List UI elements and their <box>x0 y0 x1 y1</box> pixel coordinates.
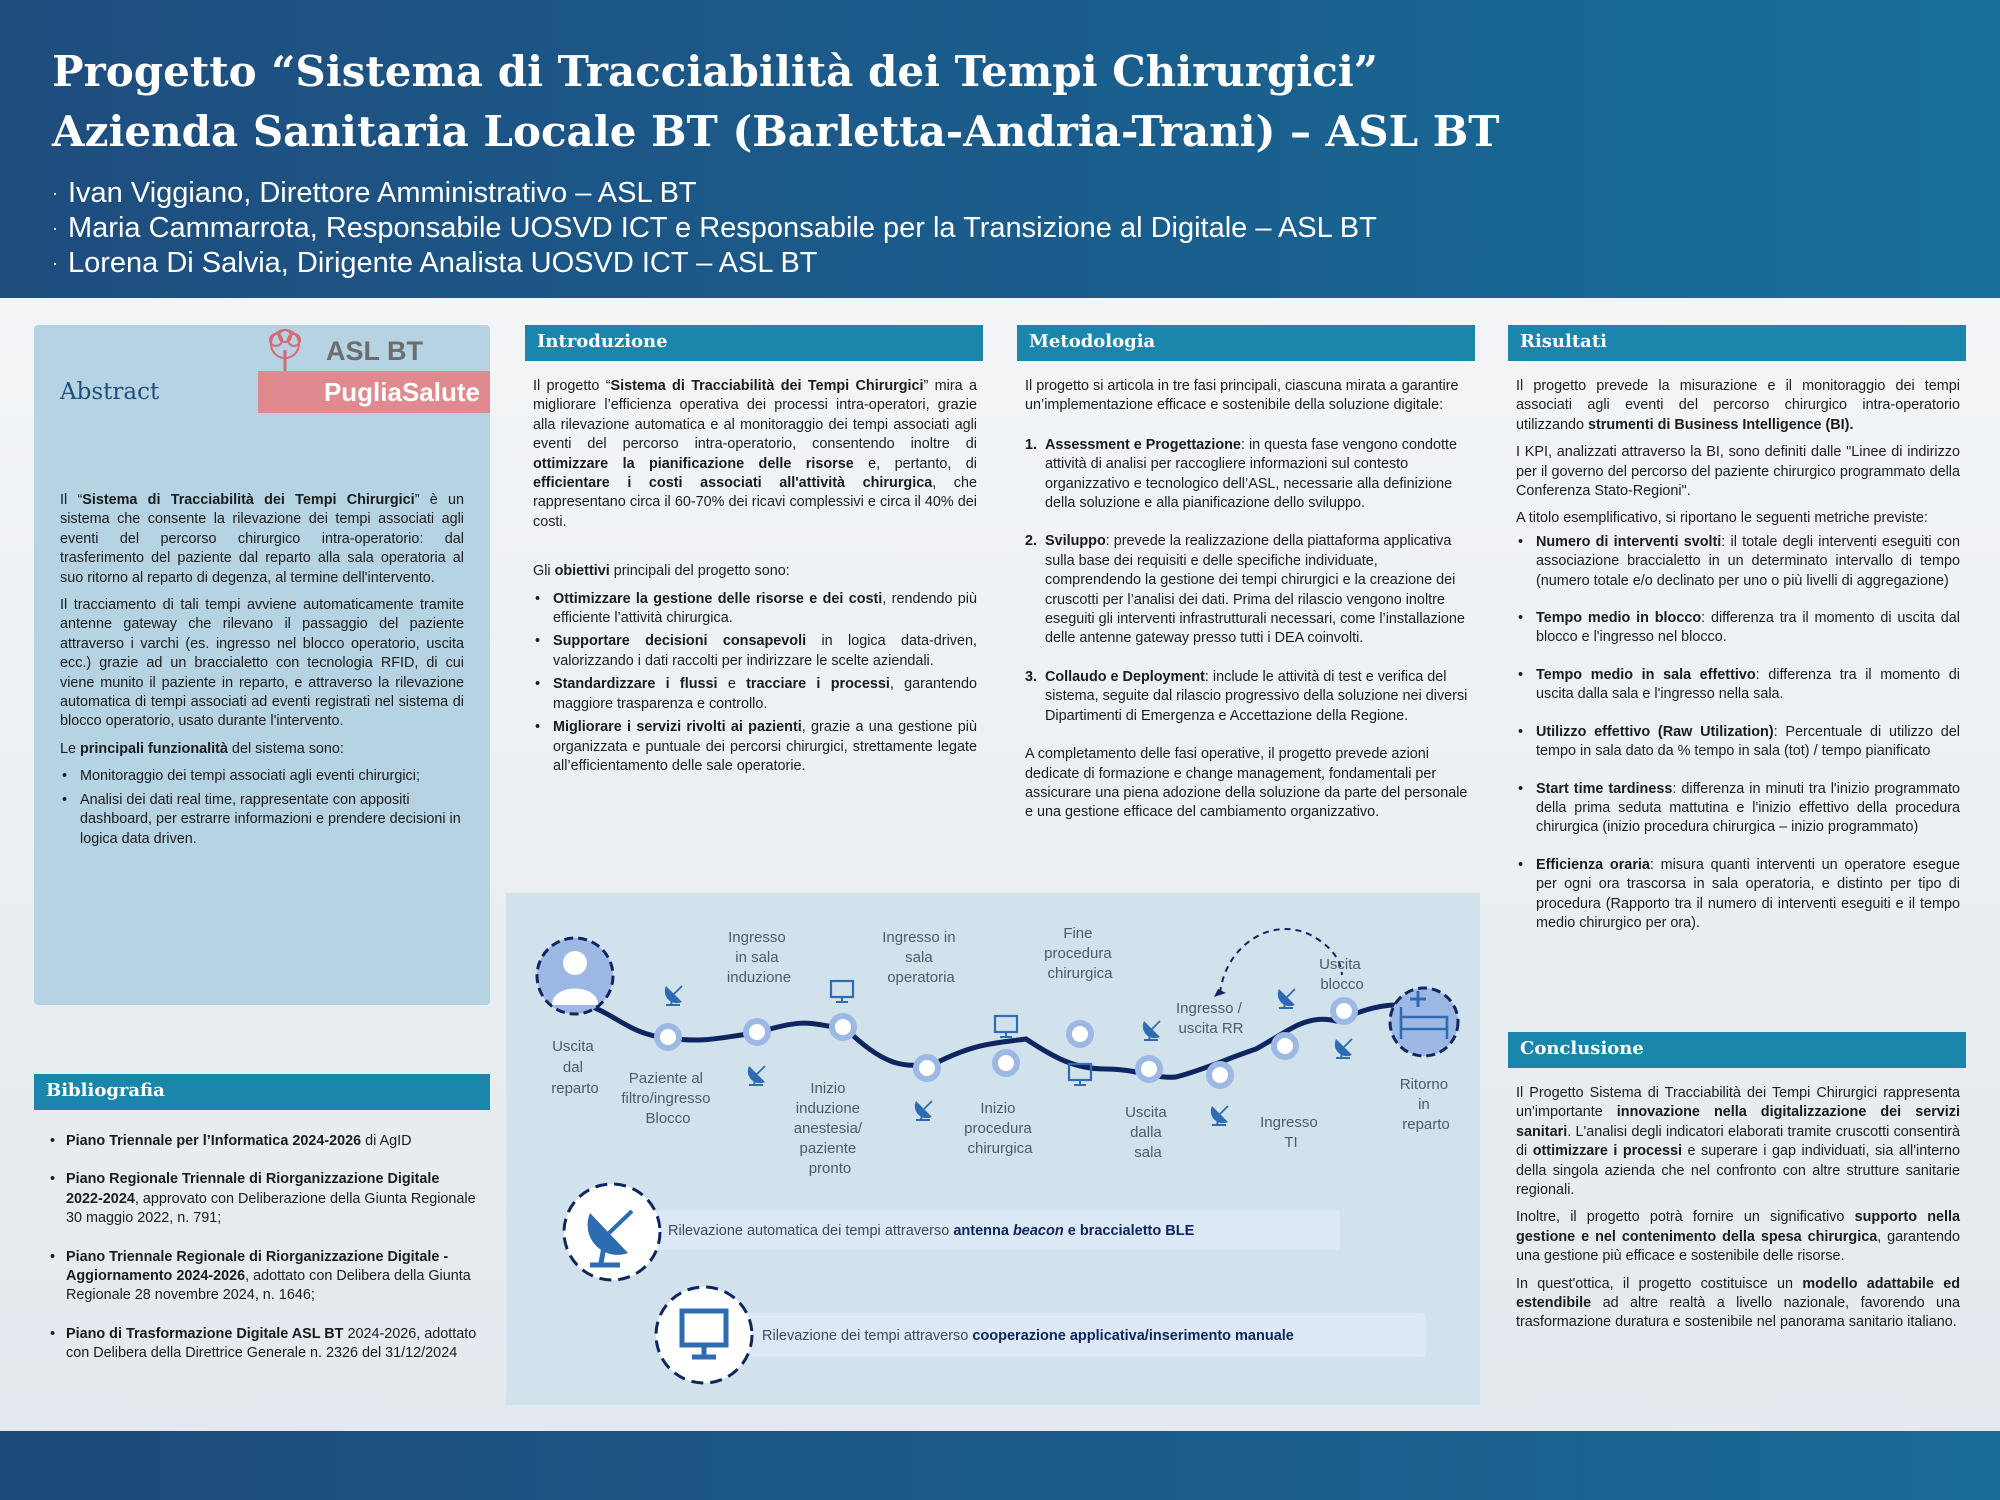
abstract-text: Il “Sistema di Tracciabilità dei Tempi Chirurgici” è un sistema che consente la rilevazione dei tempi associati agli eventi del percorso chirurgico intra-operatorio: dal trasferimento del paziente dal reparto alla sala operatoria al suo ritorno al reparto di degenza, al termine dell'intervento. Il tracciamento di tali tempi avviene automaticamente tramite antenne gateway che rilevano il passaggio del paziente attraverso i varchi (es. ingresso nel blocco operatorio, uscita ecc.) grazie ad un braccialetto con tecnologia RFID, di cui viene munito il paziente in reparto, e attraverso la rilevazione automatica di tempi associati ad eventi registrati nel sistema di blocco operatorio, usato durante l'intervento. Le principali funzionalità del sistema sono: • Monitoraggio dei tempi associati agli eventi chirurgici; • Analisi dei dati real time, rappresentate con appositi dashboard, per estrarre informazioni e prendere decisioni in logica data driven. <box>60 491 464 849</box>
list-item: • Supportare decisioni consapevoli in logica data-driven, valorizzando i dati raccolti per indirizzare le scelte aziendali. <box>533 632 977 671</box>
author-item: · Lorena Di Salvia, Dirigente Analista UOSVD ICT – ASL BT <box>52 247 818 279</box>
abstract-title: Abstract <box>60 379 160 405</box>
list-item: • Efficienza oraria: misura quanti interventi un operatore esegue per ogni ora trascorsa in sala operatoria, e distinto per tipo di procedura (Rapporto tra il numero di interventi eseguiti e il tempo medio chirurgico per ora). <box>1516 856 1960 934</box>
list-item: • Utilizzo effettivo (Raw Utilization): Percentuale di utilizzo del tempo in sala dato da % tempo in sala (tot) / tempo pianificato <box>1516 723 1960 762</box>
legend-text-2: Rilevazione dei tempi attraverso cooperazione applicativa/inserimento manuale <box>762 1328 1294 1344</box>
tree-icon <box>258 328 312 374</box>
label-ritorno-reparto: Ritorno in reparto <box>1399 1076 1450 1133</box>
list-item: • Piano Triennale Regionale di Riorganizzazione Digitale - Aggiornamento 2024-2026, adottato con Delibera della Giunta Regionale 28 novembre 2024, n. 1646; <box>50 1248 478 1306</box>
kpi-list <box>1516 533 1960 934</box>
label-ingresso-rr: Ingresso / uscita RR <box>1175 1000 1244 1037</box>
label-uscita-blocco: Uscita blocco <box>1319 956 1364 993</box>
list-item: • Standardizzare i flussi e tracciare i processi, garantendo maggiore trasparenza e controllo. <box>533 675 977 714</box>
title-line-2: Azienda Sanitaria Locale BT (Barletta-Andria-Trani) – ASL BT <box>52 107 1500 156</box>
phases-list <box>1025 436 1469 726</box>
timeline-node <box>657 1026 679 1048</box>
timeline-node <box>832 1016 854 1038</box>
bibliografia-title: Bibliografia <box>34 1074 490 1110</box>
label-ingresso-induzione: Ingresso in sala induzione <box>726 929 792 986</box>
list-item: • Piano Triennale per l’Informatica 2024-2026 di AgID <box>50 1132 478 1151</box>
diagram-svg <box>506 893 1480 1405</box>
legend-text-1: Rilevazione automatica dei tempi attraverso antenna beacon e braccialetto BLE <box>668 1223 1195 1239</box>
timeline-node <box>746 1021 768 1043</box>
antenna-icon <box>1278 989 1295 1008</box>
bed-icon <box>1390 988 1458 1056</box>
antenna-icon <box>1143 1021 1160 1040</box>
timeline-node <box>1274 1035 1296 1057</box>
antenna-icon <box>1211 1106 1228 1125</box>
list-item: • Numero di interventi svolti: il totale degli interventi eseguiti con associazione braccialetto in un determinato intervallo di tempo (numero totale e/o declinato per uno o più livelli di aggregazione) <box>1516 533 1960 591</box>
label-uscita-reparto: Uscita dal reparto <box>551 1038 599 1097</box>
list-item: 1. Assessment e Progettazione: in questa fase vengono condotte attività di analisi per raccogliere informazioni sul contesto organizzativo e tecnologico dell’ASL, necessarie alla definizione della soluzione e alla pianificazione dello sviluppo. <box>1025 436 1457 512</box>
list-item: • Ottimizzare la gestione delle risorse e dei costi, rendendo più efficiente l’attività chirurgica. <box>533 590 977 629</box>
legend-monitor-icon <box>656 1287 752 1383</box>
poster-footer <box>0 1431 2000 1500</box>
timeline-node <box>916 1057 938 1079</box>
conclusione-panel: Conclusione Il Progetto Sistema di Tracciabilità dei Tempi Chirurgici rappresenta un'importante innovazione nella digitalizzazione dei servizi sanitari. L'analisi degli indicatori elaborati tramite cruscotti consentirà di ottimizzare i processi e superare i gap individuati, sia all'interno della singola azienda che nel confronto con altre strutture sanitarie regionali. Inoltre, il progetto potrà fornire un significativo supporto nella gestione e nel contenimento della spesa chirurgica, garantendo una gestione più efficace e sostenibile delle risorse. In quest'ottica, il progetto costituisce un modello adattabile ed estendibile ad altre realtà a livello nazionale, favorendo una trasformazione duratura e sostenibile nel panorama sanitario italiano. <box>1508 1032 1966 1341</box>
patient-avatar-icon <box>537 938 613 1014</box>
list-item: • Piano Regionale Triennale di Riorganizzazione Digitale 2022-2024, approvato con Deliberazione della Giunta Regionale 30 maggio 2022, n. 791; <box>50 1170 478 1228</box>
title-line-1: Progetto “Sistema di Tracciabilità dei Tempi Chirurgici” <box>52 47 1378 96</box>
risultati-title: Risultati <box>1508 325 1966 361</box>
timeline-node <box>1069 1023 1091 1045</box>
label-ingresso-ti: Ingresso TI <box>1260 1114 1318 1151</box>
introduzione-panel: Introduzione Il progetto “Sistema di Tracciabilità dei Tempi Chirurgici” mira a migliorare l’efficienza operativa dei processi intra-operatori, grazie alla rilevazione automatica e al monitoraggio dei tempi associati agli eventi del percorso intra-operatorio, consentendo inoltre di ottimizzare la pianificazione delle risorse e, pertanto, di efficientare i costi associati all'attività chirurgica, che rappresentano circa il 60-70% dei ricavi complessivi e circa il 40% dei costi. Gli obiettivi principali del progetto sono: • Ottimizzare la gestione delle risorse e dei costi, rendendo più efficiente l’attività chirurgica. • Supportare decisioni consapevoli in logica data-driven, valorizzando i dati raccolti per indirizzare le scelte aziendali. • Standardizzare i flussi e tracciare i processi, garantendo maggiore trasparenza e controllo. • Migliorare i servizi rivolti ai pazienti, grazie a una gestione più organizzata e puntuale dei percorsi chirurgici, strettamente legate all’efficientamento delle sale operatorie. <box>525 325 983 780</box>
list-item: • Analisi dei dati real time, rappresentate con appositi dashboard, per estrarre informazioni e prendere decisioni in logica data driven. <box>60 791 464 849</box>
label-inizio-induzione: Inizio induzione anestesia/ paziente pronto <box>793 1080 863 1177</box>
functions-list <box>60 767 464 849</box>
timeline-node <box>1138 1058 1160 1080</box>
antenna-icon <box>665 986 682 1005</box>
list-item: • Start time tardiness: differenza in minuti tra l'inizio programmato della prima seduta mattutina e l'inizio effettivo della procedura chirurgica (inizio procedura chirurgica – inizio programmato) <box>1516 780 1960 838</box>
introduzione-title: Introduzione <box>525 325 983 361</box>
timeline-node <box>995 1052 1017 1074</box>
antenna-icon <box>748 1066 765 1085</box>
list-item: • Tempo medio in sala effettivo: differenza tra il momento di uscita dalla sala e l'ingresso nella sala. <box>1516 666 1960 705</box>
authors-list <box>52 176 1948 281</box>
logo-asl-text: ASL BT <box>326 335 424 366</box>
label-paziente-filtro: Paziente al filtro/ingresso Blocco <box>621 1070 711 1127</box>
label-ingresso-operatoria: Ingresso in sala operatoria <box>882 929 956 986</box>
metodologia-panel: Metodologia Il progetto si articola in tre fasi principali, ciascuna mirata a garantire un’implementazione efficace e sostenibile della soluzione digitale: 1. Assessment e Progettazione: in questa fase vengono condotte attività di analisi per raccogliere informazioni sul contesto organizzativo e tecnologico dell’ASL, necessarie alla definizione della soluzione e alla pianificazione dello sviluppo. 2. Sviluppo: prevede la realizzazione della piattaforma applicativa sulla base dei requisiti e delle specifiche individuate, comprendendo la gestione dei tempi chirurgici e la creazione dei cruscotti per l’analisi dei dati. Prima del rilascio vengono inoltre eseguiti gli interventi infrastrutturali necessari, come l’installazione delle antenne gateway presso tutti i DEA coinvolti. 3. Collaudo e Deployment: include le attività di test e verifica del sistema, seguite dal rilascio progressivo della soluzione nei diversi Dipartimenti di Emergenza e Accettazione della Regione. A completamento delle fasi operative, il progetto prevede azioni dedicate di formazione e change management, fondamentali per assicurare una piena adozione della soluzione da parte del personale e una gestione efficace del cambiamento organizzativo. <box>1017 325 1475 831</box>
monitor-icon <box>995 1016 1017 1037</box>
abstract-panel <box>34 325 490 1005</box>
metodologia-title: Metodologia <box>1017 325 1475 361</box>
list-item: • Tempo medio in blocco: differenza tra il momento di uscita dal blocco e l'ingresso nel blocco. <box>1516 609 1960 648</box>
timeline-node <box>1333 1000 1355 1022</box>
conclusione-title: Conclusione <box>1508 1032 1966 1068</box>
logo-puglia-text: PugliaSalute <box>258 371 490 413</box>
timeline-node <box>1209 1064 1231 1086</box>
label-uscita-sala: Uscita dalla sala <box>1125 1104 1167 1161</box>
poster-header <box>0 0 2000 298</box>
list-item: • Piano di Trasformazione Digitale ASL BT 2024-2026, adottato con Delibera della Direttrice Generale n. 2326 del 31/12/2024 <box>50 1325 478 1364</box>
bibliografia-panel <box>34 1074 490 1383</box>
label-fine-procedura: Fine procedura chirurgica <box>1044 925 1113 982</box>
poster-title <box>52 42 1948 162</box>
label-inizio-procedura: Inizio procedura chirurgica <box>964 1100 1033 1157</box>
list-item: 2. Sviluppo: prevede la realizzazione della piattaforma applicativa sulla base dei requisiti e delle specifiche individuate, comprendendo la gestione dei tempi chirurgici e la creazione dei cruscotti per l’analisi dei dati. Prima del rilascio vengono inoltre eseguiti gli interventi infrastrutturali necessari, come l’installazione delle antenne gateway presso tutti i DEA coinvolti. <box>1025 533 1465 647</box>
list-item: • Monitoraggio dei tempi associati agli eventi chirurgici; <box>60 767 464 786</box>
list-item: • Migliorare i servizi rivolti ai pazienti, grazie a una gestione più organizzata e puntuale dei percorsi chirurgici, strettamente legate all’efficientamento delle sale operatorie. <box>533 718 977 776</box>
antenna-icon <box>915 1101 932 1120</box>
antenna-icon <box>1335 1039 1352 1058</box>
legend-antenna-icon <box>564 1184 660 1280</box>
objectives-list <box>533 590 977 777</box>
surgical-path-diagram <box>506 893 1480 1405</box>
monitor-icon <box>831 981 853 1002</box>
risultati-panel: Risultati Il progetto prevede la misurazione e il monitoraggio dei tempi associati agli eventi del percorso chirurgico intra-operatorio utilizzando strumenti di Business Intelligence (BI). I KPI, analizzati attraverso la BI, sono definiti dalle "Linee di indirizzo per il governo del percorso del paziente chirurgico programmato della Conferenza Stato-Regioni". A titolo esemplificativo, si riportano le seguenti metriche previste: • Numero di interventi svolti: il totale degli interventi eseguiti con associazione braccialetto in un determinato intervallo di tempo (numero totale e/o declinato per uno o più livelli di aggregazione) • Tempo medio in blocco: differenza tra il momento di uscita dal blocco e l'ingresso nel blocco. • Tempo medio in sala effettivo: differenza tra il momento di uscita dalla sala e l'ingresso nella sala. • Utilizzo effettivo (Raw Utilization): Percentuale di utilizzo del tempo in sala dato da % tempo in sala (tot) / tempo pianificato • Start time tardiness: differenza in minuti tra l'inizio programmato della prima seduta mattutina e l'inizio effettivo della procedura chirurgica (inizio procedura chirurgica – inizio programmato) • Efficienza oraria: misura quanti interventi un operatore esegue per ogni ora trascorsa in sala operatoria, e distinto per tipo di procedura (Rapporto tra il numero di interventi eseguiti e il tempo medio chirurgico per ora). <box>1508 325 1966 937</box>
asl-logo <box>258 325 490 421</box>
author-item: · Maria Cammarrota, Responsabile UOSVD ICT e Responsabile per la Transizione al Digitale – ASL BT <box>52 212 1377 244</box>
list-item: 3. Collaudo e Deployment: include le attività di test e verifica del sistema, seguite dal rilascio progressivo della soluzione nei diversi Dipartimenti di Emergenza e Accettazione della Regione. <box>1025 668 1468 724</box>
author-item: · Ivan Viggiano, Direttore Amministrativo – ASL BT <box>52 177 697 209</box>
